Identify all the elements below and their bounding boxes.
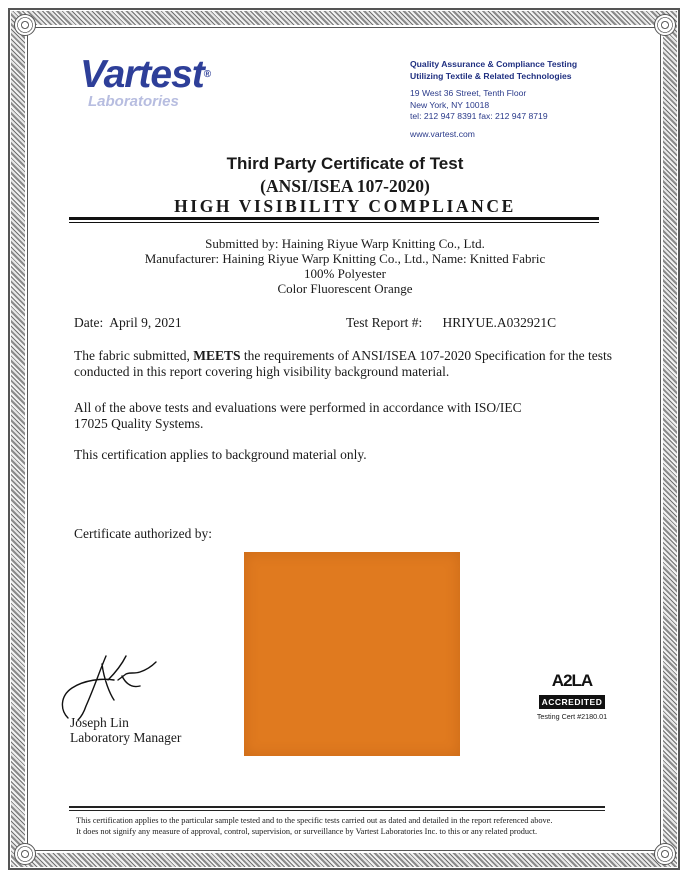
authorized-label: Certificate authorized by: (74, 526, 212, 541)
testing-cert-number: Testing Cert #2180.01 (536, 712, 608, 721)
corner-ornament-icon (654, 843, 676, 865)
title-rule-thin (69, 222, 599, 223)
footer-disclaimer (76, 815, 616, 837)
iso-statement: All of the above tests and evaluations were performed in accordance with ISO/IEC 17025 Quality Systems. (74, 400, 522, 431)
a2la-accreditation (534, 670, 610, 721)
vartest-logo (80, 53, 211, 110)
corner-ornament-icon (654, 14, 676, 36)
phone-fax: tel: 212 947 8391 fax: 212 947 8719 (410, 111, 548, 121)
report-label: Test Report #: (346, 315, 423, 330)
contact-block (410, 59, 577, 140)
date-label: Date: (74, 315, 104, 330)
disclaimer-line-1: This certification applies to the particular sample tested and to the specific tests carried out as dated and detailed in the report referenced above. (76, 816, 553, 825)
submitted-by: Submitted by: Haining Riyue Warp Knitting Co., Ltd. (205, 236, 485, 251)
signatory-title: Laboratory Manager (70, 730, 182, 745)
tagline-2: Utilizing Textile & Related Technologies (410, 70, 572, 81)
signature-image (56, 650, 166, 722)
title-rule (69, 217, 599, 220)
signatory-block (70, 715, 181, 745)
logo-main-text: Vartest (80, 53, 204, 96)
corner-ornament-icon (14, 843, 36, 865)
fabric-sample-swatch (244, 552, 460, 756)
composition: 100% Polyester (304, 266, 386, 281)
certificate-title: Third Party Certificate of Test (226, 154, 464, 173)
disclaimer-line-2: It does not signify any measure of approval, control, supervision, or surveillance by Vartest Laboratories Inc. to this or any related product. (76, 827, 538, 836)
address-line-1: 19 West 36 Street, Tenth Floor (410, 88, 527, 98)
website-link[interactable]: www.vartest.com (410, 128, 475, 139)
corner-ornament-icon (14, 14, 36, 36)
footer-rule (69, 806, 605, 808)
standard-title: (ANSI/ISEA 107-2020) (260, 176, 430, 196)
signatory-name: Joseph Lin (70, 715, 129, 730)
logo-sub-text: Laboratories (88, 93, 179, 110)
footer-rule-thin (69, 810, 605, 811)
date-value: April 9, 2021 (109, 315, 182, 330)
scope-statement: This certification applies to background material only. (74, 447, 367, 462)
compliance-statement: The fabric submitted, MEETS the requirements of ANSI/ISEA 107-2020 Specification for the tests conducted in this report covering high visibility background material. (74, 348, 613, 379)
manufacturer: Manufacturer: Haining Riyue Warp Knitting Co., Ltd., Name: Knitted Fabric (144, 251, 546, 266)
report-row (346, 315, 556, 331)
fabric-color: Color Fluorescent Orange (277, 281, 413, 296)
a2la-logo: A2LA (551, 671, 593, 690)
address-line-2: New York, NY 10018 (410, 99, 490, 110)
tagline-1: Quality Assurance & Compliance Testing (410, 59, 578, 69)
meets-status: MEETS (193, 348, 241, 363)
accredited-badge: ACCREDITED (539, 695, 606, 709)
date-row (74, 315, 182, 331)
registered-mark: ® (203, 69, 211, 80)
report-number: HRIYUE.A032921C (442, 315, 557, 330)
compliance-title: HIGH VISIBILITY COMPLIANCE (174, 196, 516, 216)
